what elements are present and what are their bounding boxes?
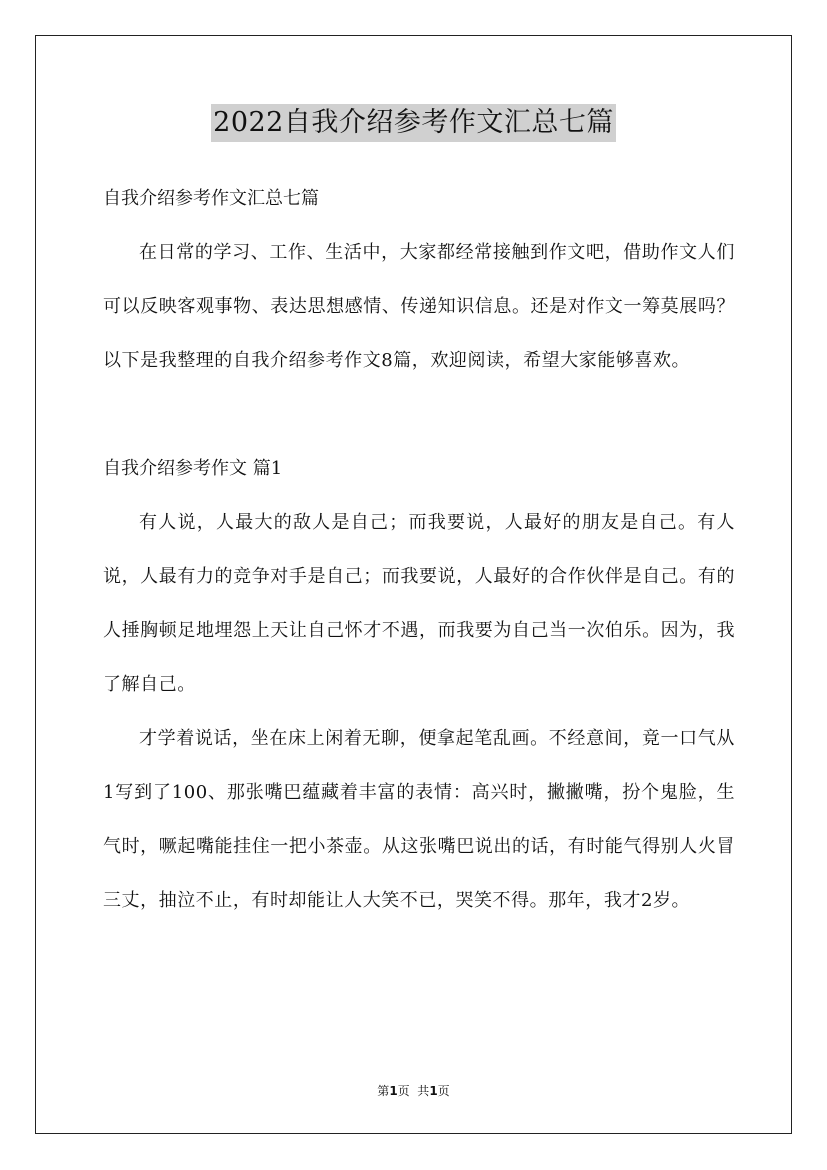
title-container xyxy=(0,104,827,142)
footer-prefix: 第 xyxy=(377,1084,390,1098)
page-footer xyxy=(0,1081,827,1101)
intro-paragraph: 在日常的学习、工作、生活中，大家都经常接触到作文吧，借助作文人们可以反映客观事物、表达思想感情、传递知识信息。还是对作文一筹莫展吗？以下是我整理的自我介绍参考作文8篇，欢迎阅读，希望大家能够喜欢。 xyxy=(103,242,735,371)
paragraph-spacer xyxy=(103,388,735,442)
footer-suffix: 页 xyxy=(437,1084,450,1098)
document-subtitle: 自我介绍参考作文汇总七篇 xyxy=(103,188,319,209)
footer-current-page: 1 xyxy=(389,1084,398,1098)
body-paragraph: 才学着说话，坐在床上闲着无聊，便拿起笔乱画。不经意间，竟一口气从1写到了100、那张嘴巴蕴藏着丰富的表情：高兴时，撇撇嘴，扮个鬼脸，生气时，噘起嘴能挂住一把小茶壶。从这张嘴巴说出的话，有时能气得别人火冒三丈，抽泣不止，有时却能让人大笑不已，哭笑不得。那年，我才2岁。 xyxy=(103,728,735,911)
footer-total-pages: 1 xyxy=(429,1084,438,1098)
section-heading: 自我介绍参考作文 篇1 xyxy=(103,458,283,479)
document-title: 2022自我介绍参考作文汇总七篇 xyxy=(211,104,616,142)
document-body xyxy=(103,172,735,928)
body-paragraph: 有人说，人最大的敌人是自己；而我要说，人最好的朋友是自己。有人说，人最有力的竞争对手是自己；而我要说，人最好的合作伙伴是自己。有的人捶胸顿足地埋怨上天让自己怀才不遇，而我要为自己当一次伯乐。因为，我了解自己。 xyxy=(103,512,735,695)
footer-mid: 页 共 xyxy=(397,1084,430,1098)
